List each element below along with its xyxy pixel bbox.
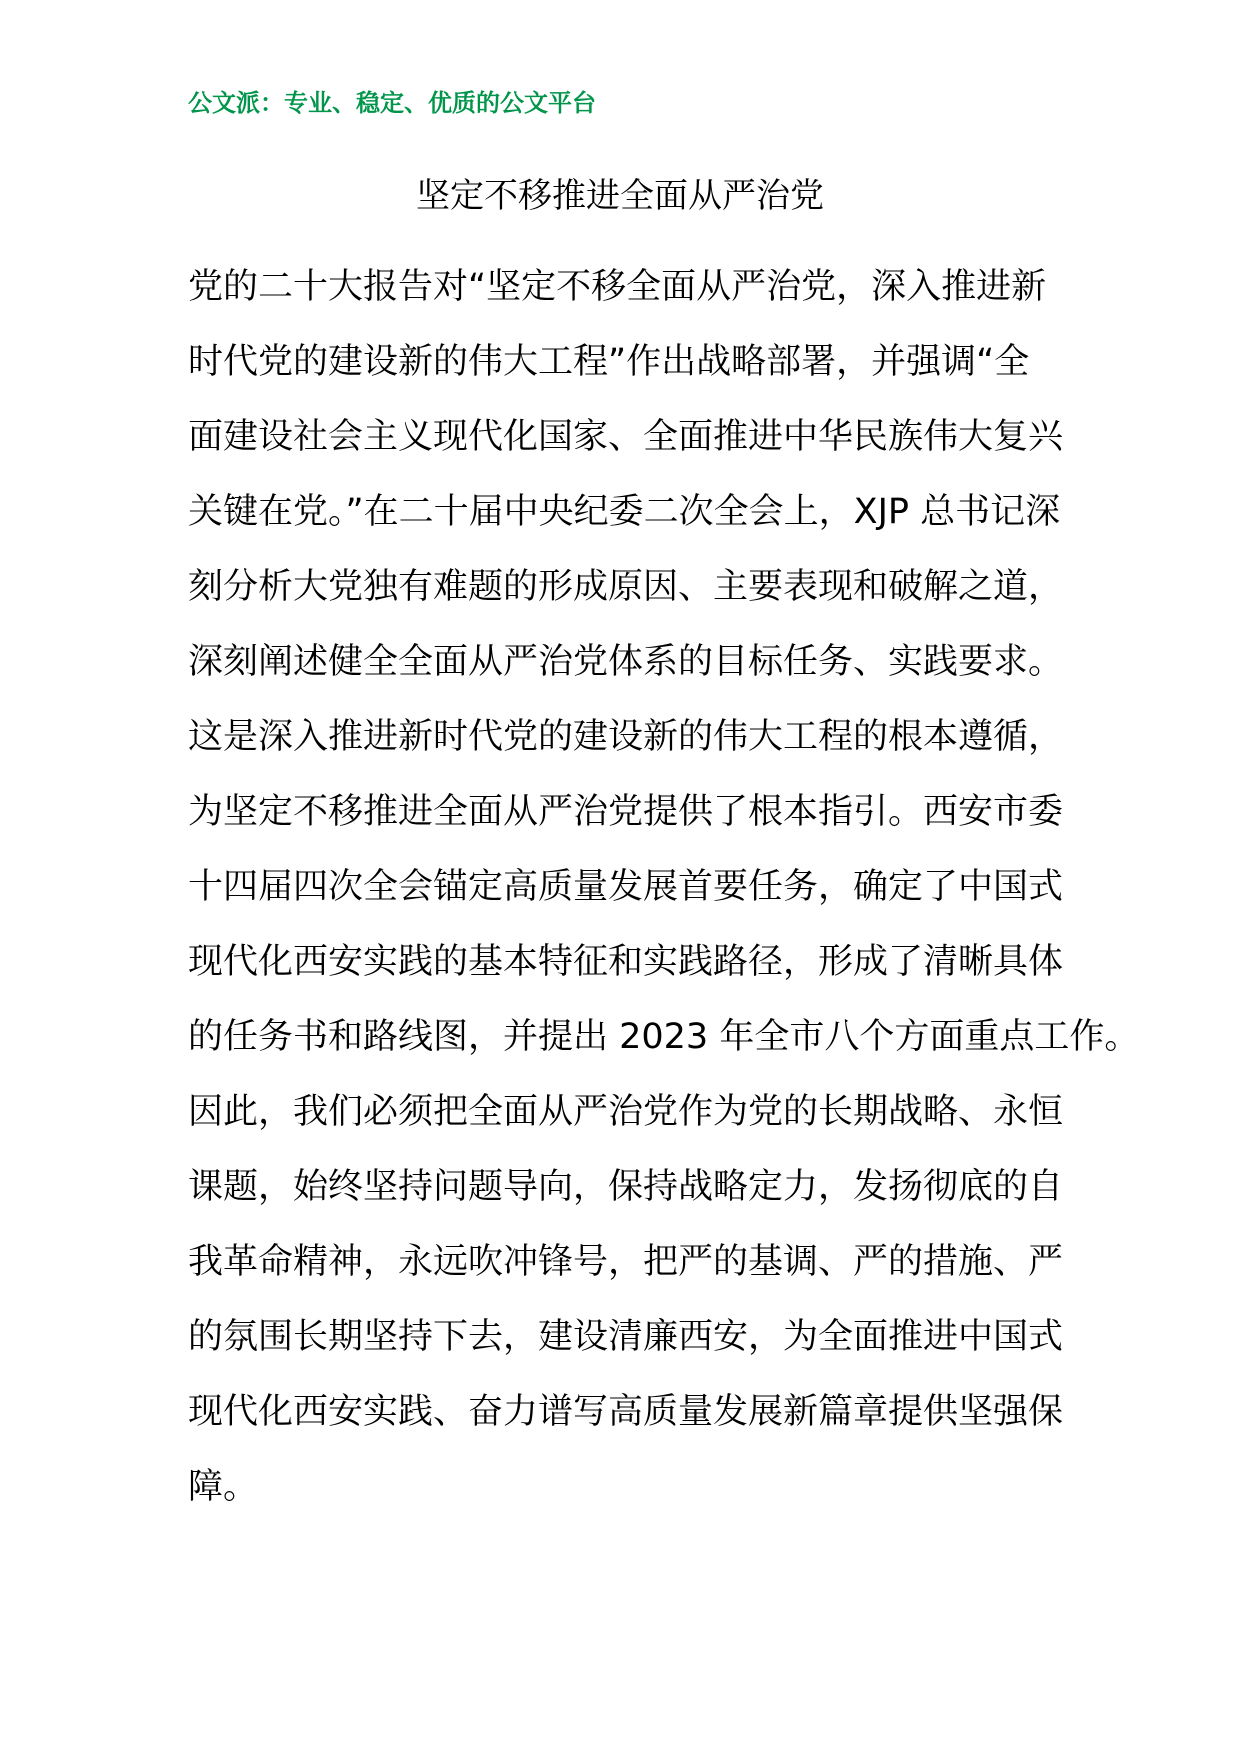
site-header-slogan: 公文派：专业、稳定、优质的公文平台 — [188, 89, 596, 117]
document-body — [188, 262, 1140, 1537]
body-line: 十四届四次全会锚定高质量发展首要任务，确定了中国式 — [188, 867, 1064, 907]
body-line: 党的二十大报告对“坚定不移全面从严治党，深入推进新 — [188, 267, 1047, 307]
body-line: 为坚定不移推进全面从严治党提供了根本指引。西安市委 — [188, 792, 1064, 832]
body-line: 因此，我们必须把全面从严治党作为党的长期战略、永恒 — [188, 1092, 1064, 1132]
body-line: 的任务书和路线图，并提出 2023 年全市八个方面重点工作。 — [188, 1017, 1140, 1057]
body-line: 现代化西安实践、奋力谱写高质量发展新篇章提供坚强保 — [188, 1392, 1064, 1432]
body-line: 刻分析大党独有难题的形成原因、主要表现和破解之道， — [188, 567, 1064, 607]
body-line: 时代党的建设新的伟大工程”作出战略部署，并强调“全 — [188, 342, 1030, 382]
body-line: 我革命精神，永远吹冲锋号，把严的基调、严的措施、严 — [188, 1242, 1064, 1282]
body-line: 障。 — [188, 1467, 259, 1507]
body-line: 面建设社会主义现代化国家、全面推进中华民族伟大复兴 — [188, 417, 1064, 457]
body-line: 深刻阐述健全全面从严治党体系的目标任务、实践要求。 — [188, 642, 1064, 682]
body-line: 的氛围长期坚持下去，建设清廉西安，为全面推进中国式 — [188, 1317, 1064, 1357]
body-line: 关键在党。”在二十届中央纪委二次全会上，XJP 总书记深 — [188, 492, 1061, 532]
body-line: 课题，始终坚持问题导向，保持战略定力，发扬彻底的自 — [188, 1167, 1064, 1207]
body-line: 现代化西安实践的基本特征和实践路径，形成了清晰具体 — [188, 942, 1064, 982]
document-title: 坚定不移推进全面从严治党 — [416, 176, 824, 216]
body-line: 这是深入推进新时代党的建设新的伟大工程的根本遵循， — [188, 717, 1064, 757]
